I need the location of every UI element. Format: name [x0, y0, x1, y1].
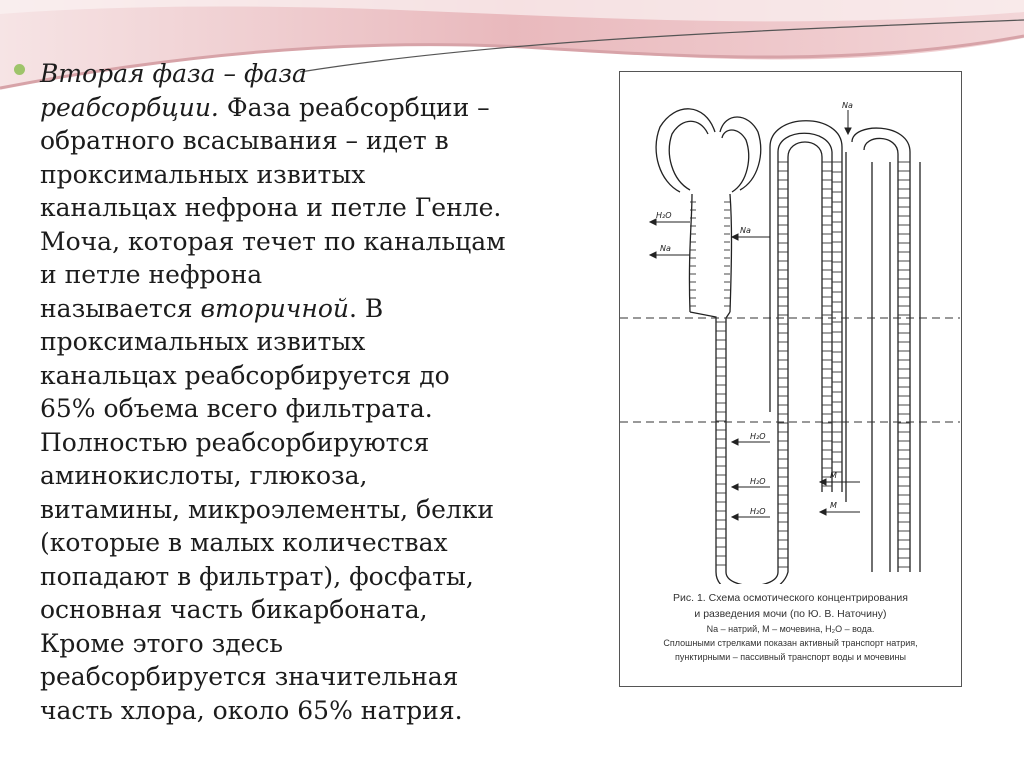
italic-text: Вторая фаза – фаза	[40, 59, 307, 88]
text-line	[40, 91, 600, 125]
text-line	[40, 191, 600, 225]
label-h2o-1: H₂O	[656, 211, 672, 220]
text-line	[40, 392, 600, 426]
text-line	[40, 459, 600, 493]
label-h2o-3: H₂O	[750, 477, 766, 486]
text-run: основная часть бикарбоната,	[40, 595, 428, 624]
main-text	[40, 57, 600, 727]
bullet-dot	[14, 64, 25, 75]
italic-text: реабсорбции.	[40, 92, 219, 122]
text-run: называется	[40, 293, 201, 323]
text-line	[40, 258, 600, 292]
label-na-1: Na	[660, 244, 671, 253]
figure-caption	[620, 590, 961, 664]
text-run: попадают в фильтрат), фосфаты,	[40, 561, 474, 591]
text-run: канальцах нефрона и петле Генле.	[40, 193, 502, 222]
text-run: аминокислоты, глюкоза,	[40, 461, 368, 490]
text-run: канальцах реабсорбируется до	[40, 360, 450, 390]
text-run: Моча, которая течет по канальцам	[40, 226, 506, 256]
label-h2o-4: H₂O	[750, 507, 766, 516]
nephron-diagram	[620, 72, 960, 584]
text-run: 65% объема всего фильтрата.	[40, 394, 433, 423]
caption-line-3: Na – натрий, M – мочевина, H₂O – вода.	[706, 624, 875, 634]
label-m-1: M	[830, 471, 837, 480]
caption-line-1: Рис. 1. Схема осмотического концентрирования	[673, 592, 908, 604]
text-line	[40, 57, 600, 91]
text-run: . В	[349, 293, 384, 323]
nephron-figure	[619, 71, 962, 687]
label-m-2: M	[830, 501, 837, 510]
text-line	[40, 526, 600, 560]
text-line	[40, 325, 600, 359]
label-na-2: Na	[740, 226, 751, 235]
text-line	[40, 124, 600, 158]
text-run: Фаза реабсорбции –	[218, 92, 490, 122]
text-run: витамины, микроэлементы, белки	[40, 494, 495, 524]
text-run: (которые в малых количествах	[40, 528, 448, 557]
caption-line-5: пунктирными – пассивный транспорт воды и мочевины	[675, 652, 906, 662]
text-run: обратного всасывания – идет в	[40, 126, 449, 155]
text-run: и петле нефрона	[40, 260, 263, 289]
text-line	[40, 225, 600, 259]
text-run: часть хлора, около 65% натрия.	[40, 695, 463, 725]
label-h2o-2: H₂O	[750, 432, 766, 441]
text-run: проксимальных извитых	[40, 327, 366, 356]
text-line	[40, 292, 600, 326]
italic-text: вторичной	[200, 293, 350, 323]
text-line	[40, 694, 600, 728]
text-run: проксимальных извитых	[40, 159, 366, 189]
text-line	[40, 560, 600, 594]
text-line	[40, 593, 600, 627]
text-line	[40, 359, 600, 393]
caption-line-2: и разведения мочи (по Ю. В. Наточину)	[694, 608, 887, 620]
text-run: реабсорбируется значительная	[40, 662, 459, 691]
text-line	[40, 158, 600, 192]
text-line	[40, 660, 600, 694]
label-na-3: Na	[842, 101, 853, 110]
text-line	[40, 426, 600, 460]
text-run: Полностью реабсорбируются	[40, 427, 430, 457]
text-line	[40, 627, 600, 661]
text-line	[40, 493, 600, 527]
caption-line-4: Сплошными стрелками показан активный транспорт натрия,	[663, 638, 918, 648]
text-run: Кроме этого здесь	[40, 628, 284, 658]
